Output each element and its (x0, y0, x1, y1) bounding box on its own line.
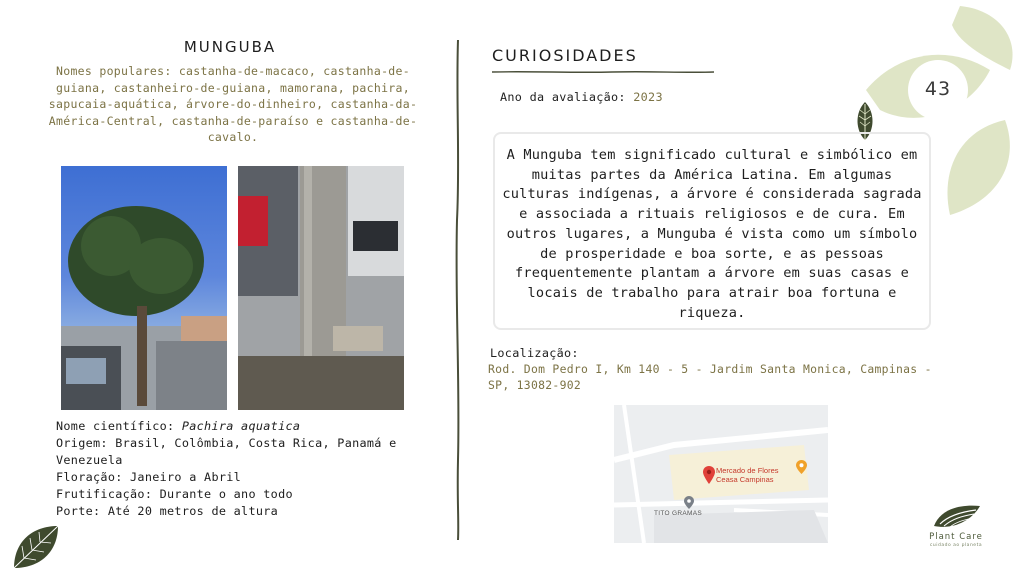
location-label: Localização: (490, 346, 579, 360)
photo-tree-trunk (238, 166, 404, 410)
scientific-name-line (56, 418, 416, 435)
flowering: Floração: Janeiro a Abril (56, 470, 242, 484)
map-pin-label-line1: Mercado de Flores (716, 466, 779, 475)
photo-tree-crown (61, 166, 227, 410)
scientific-name-label: Nome científico: (56, 419, 182, 433)
curiosities-heading: CURIOSIDADES (492, 46, 638, 65)
year-value: 2023 (633, 90, 663, 104)
plant-facts (56, 418, 416, 520)
food-poi-icon (796, 460, 807, 474)
brand-name: Plant Care (929, 532, 983, 542)
brand-tagline: cuidado ao planeta (929, 543, 983, 548)
leaf-shape (947, 120, 1009, 215)
map-pin-icon (703, 466, 715, 484)
vertical-divider (455, 40, 461, 540)
map-poi-label: TITO GRAMAS (654, 510, 702, 517)
curiosity-text: A Munguba tem significado cultural e simbólico em muitas partes da América Latina. Em algumas culturas indígenas, a árvore é considerada sagrada e associada a rituais religiosos e de cura. Em outros lugares, a Munguba é vista como um símbolo de prosperidade e boa sorte, e as pessoas frequentemente plantam a árvore em suas casas e locais de trabalho para atrair boa fortuna e riqueza. (502, 147, 922, 321)
map-pin-label (716, 467, 779, 484)
leaf-decoration-bottom-left (10, 522, 62, 572)
year-label: Ano da avaliação: (500, 90, 634, 104)
poi-pin-icon (684, 496, 694, 509)
plant-care-logo-icon (932, 502, 982, 530)
plant-title: MUNGUBA (183, 38, 277, 56)
popular-names: Nomes populares: castanha-de-macaco, castanha-de-guiana, castanheiro-de-guiana, mamorana, pachira, sapucaia-aquática, árvore-do-dinheiro, castanha-da-América-Central, castanha-de-paraíso e castanha-de-cavalo. (48, 64, 418, 144)
page-number: 43 (924, 78, 952, 100)
location-address: Rod. Dom Pedro I, Km 140 - 5 - Jardim Santa Monica, Campinas - SP, 13082-902 (488, 362, 932, 392)
evaluation-year (500, 90, 663, 104)
heading-underline (492, 70, 714, 74)
scientific-name: Pachira aquatica (181, 419, 301, 433)
size: Porte: Até 20 metros de altura (56, 504, 279, 518)
origin: Origem: Brasil, Colômbia, Costa Rica, Panamá e Venezuela (56, 436, 397, 467)
fruiting: Frutificação: Durante o ano todo (56, 487, 293, 501)
map-pin-label-line2: Ceasa Campinas (716, 474, 774, 484)
